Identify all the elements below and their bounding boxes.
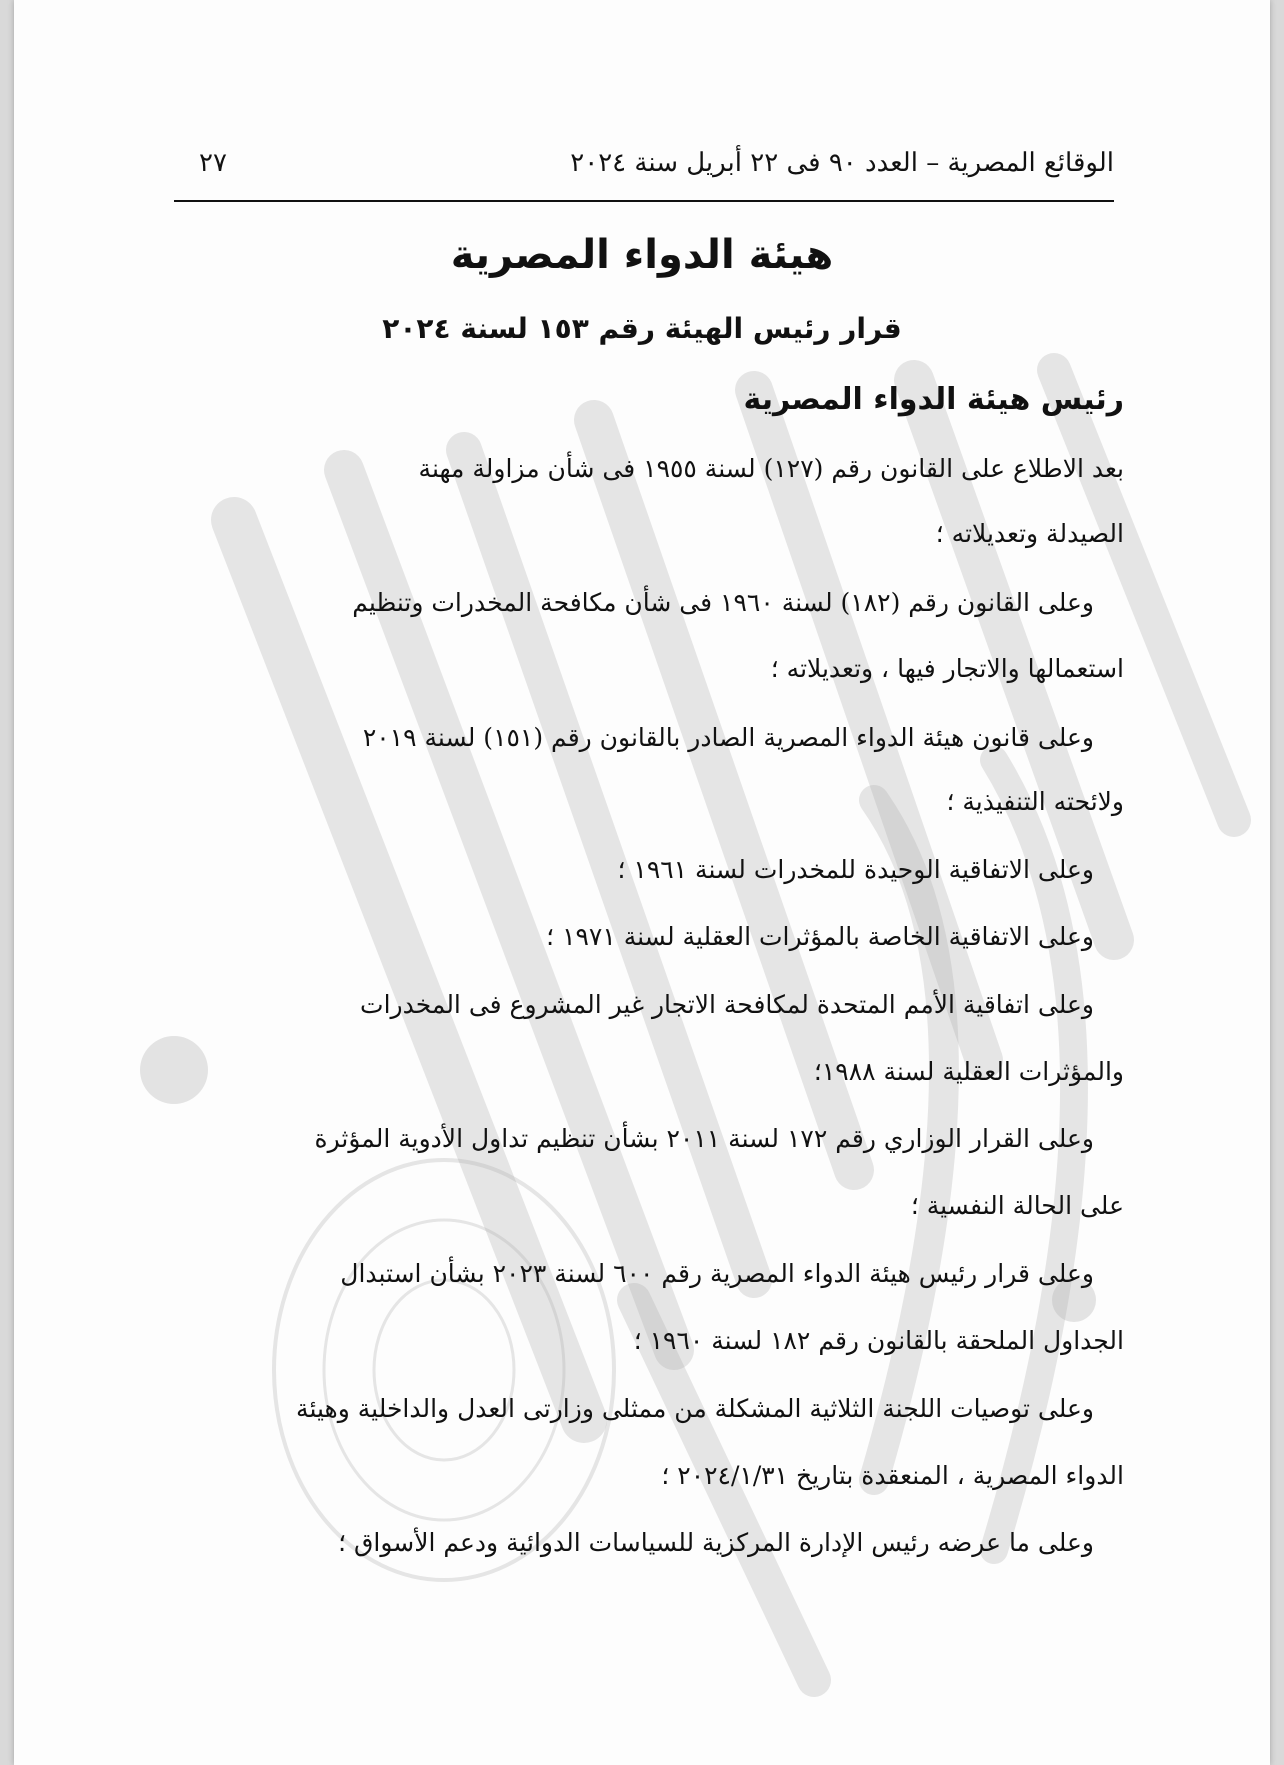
decree-title: قرار رئيس الهيئة رقم ١٥٣ لسنة ٢٠٢٤ — [382, 312, 902, 345]
gazette-title: الوقائع المصرية – العدد ٩٠ فى ٢٢ أبريل سنة ٢٠٢٤ — [570, 148, 1114, 178]
preamble-line: وعلى اتفاقية الأمم المتحدة لمكافحة الاتجار غير المشروع فى المخدرات — [360, 990, 1094, 1019]
preamble-line: وعلى قرار رئيس هيئة الدواء المصرية رقم ٦٠٠ لسنة ٢٠٢٣ بشأن استبدال — [340, 1259, 1094, 1288]
preamble-line: وعلى قانون هيئة الدواء المصرية الصادر بالقانون رقم (١٥١) لسنة ٢٠١٩ — [362, 723, 1094, 752]
preamble-line: وعلى توصيات اللجنة الثلاثية المشكلة من ممثلى وزارتى العدل والداخلية وهيئة — [296, 1394, 1094, 1423]
preamble-line: وعلى الاتفاقية الوحيدة للمخدرات لسنة ١٩٦١ ؛ — [617, 855, 1094, 884]
preamble-line: وعلى القانون رقم (١٨٢) لسنة ١٩٦٠ فى شأن مكافحة المخدرات وتنظيم — [352, 588, 1094, 617]
preamble-line: الدواء المصرية ، المنعقدة بتاريخ ٢٠٢٤/١/٣١ ؛ — [661, 1461, 1124, 1490]
preamble-line: والمؤثرات العقلية لسنة ١٩٨٨؛ — [813, 1057, 1124, 1086]
preamble-line: بعد الاطلاع على القانون رقم (١٢٧) لسنة ١٩٥٥ فى شأن مزاولة مهنة — [418, 454, 1124, 483]
page-number: ٢٧ — [199, 148, 227, 178]
preamble-line: وعلى الاتفاقية الخاصة بالمؤثرات العقلية لسنة ١٩٧١ ؛ — [546, 922, 1094, 951]
authority-title: هيئة الدواء المصرية — [450, 232, 834, 278]
preamble-line: وعلى ما عرضه رئيس الإدارة المركزية للسياسات الدوائية ودعم الأسواق ؛ — [338, 1528, 1094, 1557]
preamble-line: استعمالها والاتجار فيها ، وتعديلاته ؛ — [770, 654, 1124, 683]
preamble-line: الصيدلة وتعديلاته ؛ — [935, 519, 1124, 548]
issuer-heading: رئيس هيئة الدواء المصرية — [743, 382, 1124, 417]
page-header — [174, 140, 1114, 202]
preamble-line: الجداول الملحقة بالقانون رقم ١٨٢ لسنة ١٩٦٠ ؛ — [633, 1326, 1124, 1355]
preamble-line: ولائحته التنفيذية ؛ — [946, 787, 1124, 816]
preamble-line: وعلى القرار الوزاري رقم ١٧٢ لسنة ٢٠١١ بشأن تنظيم تداول الأدوية المؤثرة — [314, 1124, 1094, 1153]
document-page — [14, 0, 1270, 1765]
preamble-line: على الحالة النفسية ؛ — [910, 1191, 1124, 1220]
